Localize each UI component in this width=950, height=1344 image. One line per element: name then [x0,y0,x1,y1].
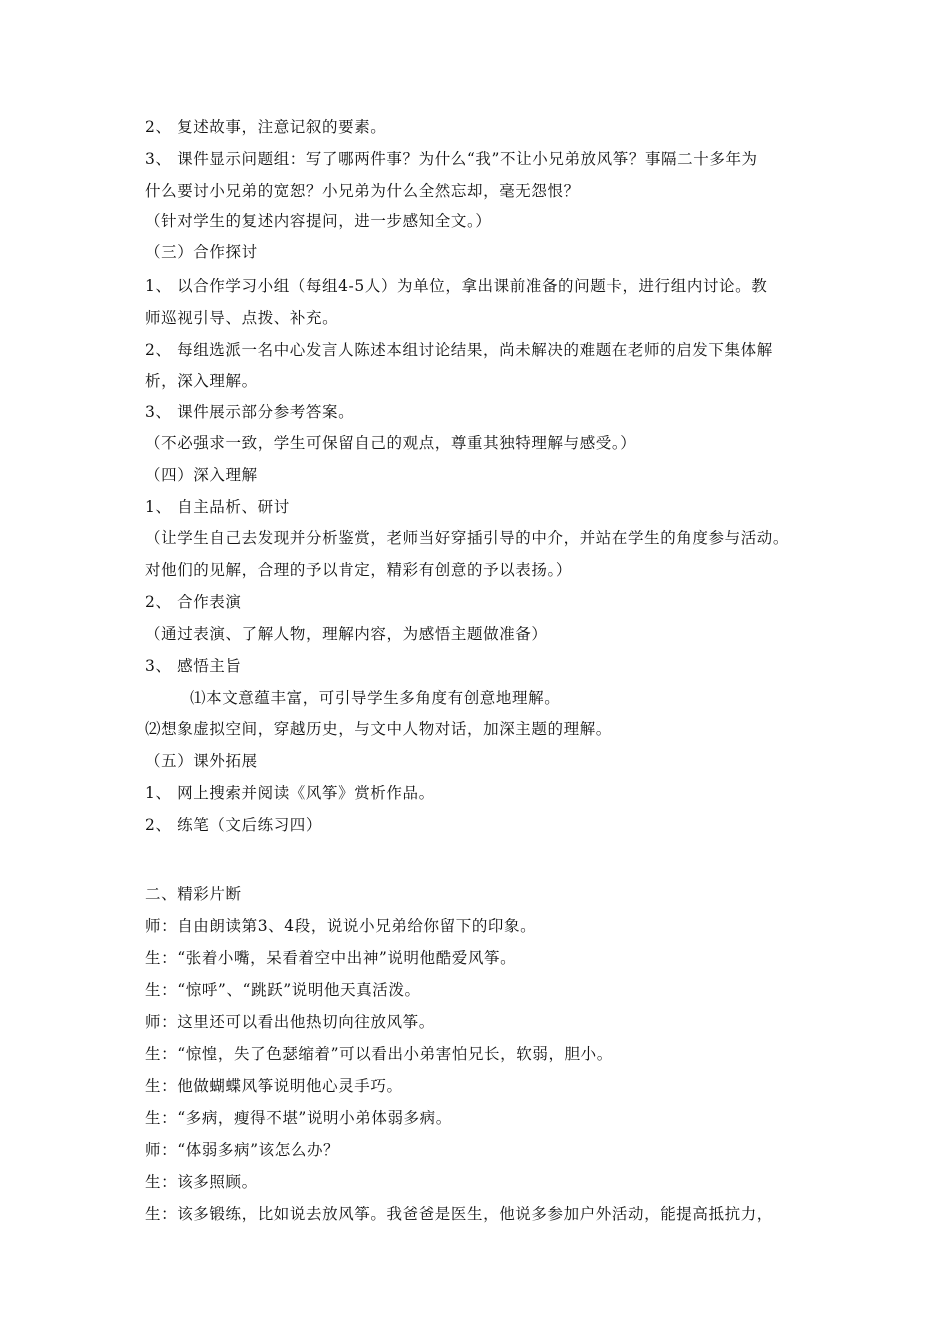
text-line: 2、 合作表演 [145,593,242,611]
dialogue-line: 师：这里还可以看出他热切向往放风筝。 [145,1013,435,1031]
text-line: 对他们的见解，合理的予以肯定，精彩有创意的予以表扬。） [145,561,572,579]
text-line: 师巡视引导、点拨、补充。 [145,309,339,327]
text-line: 1、 自主品析、研讨 [145,498,290,516]
text-line: （针对学生的复述内容提问，进一步感知全文。） [145,212,492,230]
dialogue-line: 生：“惊惶，失了色瑟缩着”可以看出小弟害怕兄长，软弱，胆小。 [145,1045,613,1063]
text-line: 2、 练笔（文后练习四） [145,816,322,834]
text-line: 3、 感悟主旨 [145,657,242,675]
text-line: （通过表演、了解人物，理解内容，为感悟主题做准备） [145,625,548,643]
dialogue-line: 生：该多锻练，比如说去放风筝。我爸爸是医生，他说多参加户外活动，能提高抵抗力， [145,1205,773,1223]
dialogue-line: 生：他做蝴蝶风筝说明他心灵手巧。 [145,1077,403,1095]
text-line: 2、 复述故事，注意记叙的要素。 [145,118,387,136]
section-heading: （五）课外拓展 [145,752,258,770]
text-line: 1、 以合作学习小组（每组4-5人）为单位，拿出课前准备的问题卡，进行组内讨论。教 [145,277,768,295]
section-heading: 二、精彩片断 [145,885,242,903]
text-line: （不必强求一致，学生可保留自己的观点，尊重其独特理解与感受。） [145,434,637,452]
text-line: 2、 每组选派一名中心发言人陈述本组讨论结果，尚未解决的难题在老师的启发下集体解 [145,341,773,359]
dialogue-line: 生：“张着小嘴，呆看着空中出神”说明他酷爱风筝。 [145,949,517,967]
dialogue-line: 生：“惊呼”、“跳跃”说明他天真活泼。 [145,981,421,999]
text-line: 1、 网上搜索并阅读《风筝》赏析作品。 [145,784,435,802]
dialogue-line: 师：“体弱多病”该怎么办？ [145,1141,340,1159]
dialogue-line: 师：自由朗读第3、4段，说说小兄弟给你留下的印象。 [145,917,537,935]
text-line: ⑴本文意蕴丰富，可引导学生多角度有创意地理解。 [190,689,561,707]
text-line: 3、 课件显示问题组：写了哪两件事？为什么“我”不让小兄弟放风筝？事隔二十多年为 [145,150,758,168]
text-line: 什么要讨小兄弟的宽恕？小兄弟为什么全然忘却，毫无怨恨？ [145,182,580,200]
section-heading: （三）合作探讨 [145,243,258,261]
text-line: 析，深入理解。 [145,372,258,390]
dialogue-line: 生：“多病，瘦得不堪”说明小弟体弱多病。 [145,1109,452,1127]
text-line: （让学生自己去发现并分析鉴赏，老师当好穿插引导的中介，并站在学生的角度参与活动。 [145,529,790,547]
section-heading: （四）深入理解 [145,466,258,484]
text-line: 3、 课件展示部分参考答案。 [145,403,355,421]
text-line: ⑵想象虚拟空间，穿越历史，与文中人物对话，加深主题的理解。 [145,720,612,738]
dialogue-line: 生：该多照顾。 [145,1173,258,1191]
